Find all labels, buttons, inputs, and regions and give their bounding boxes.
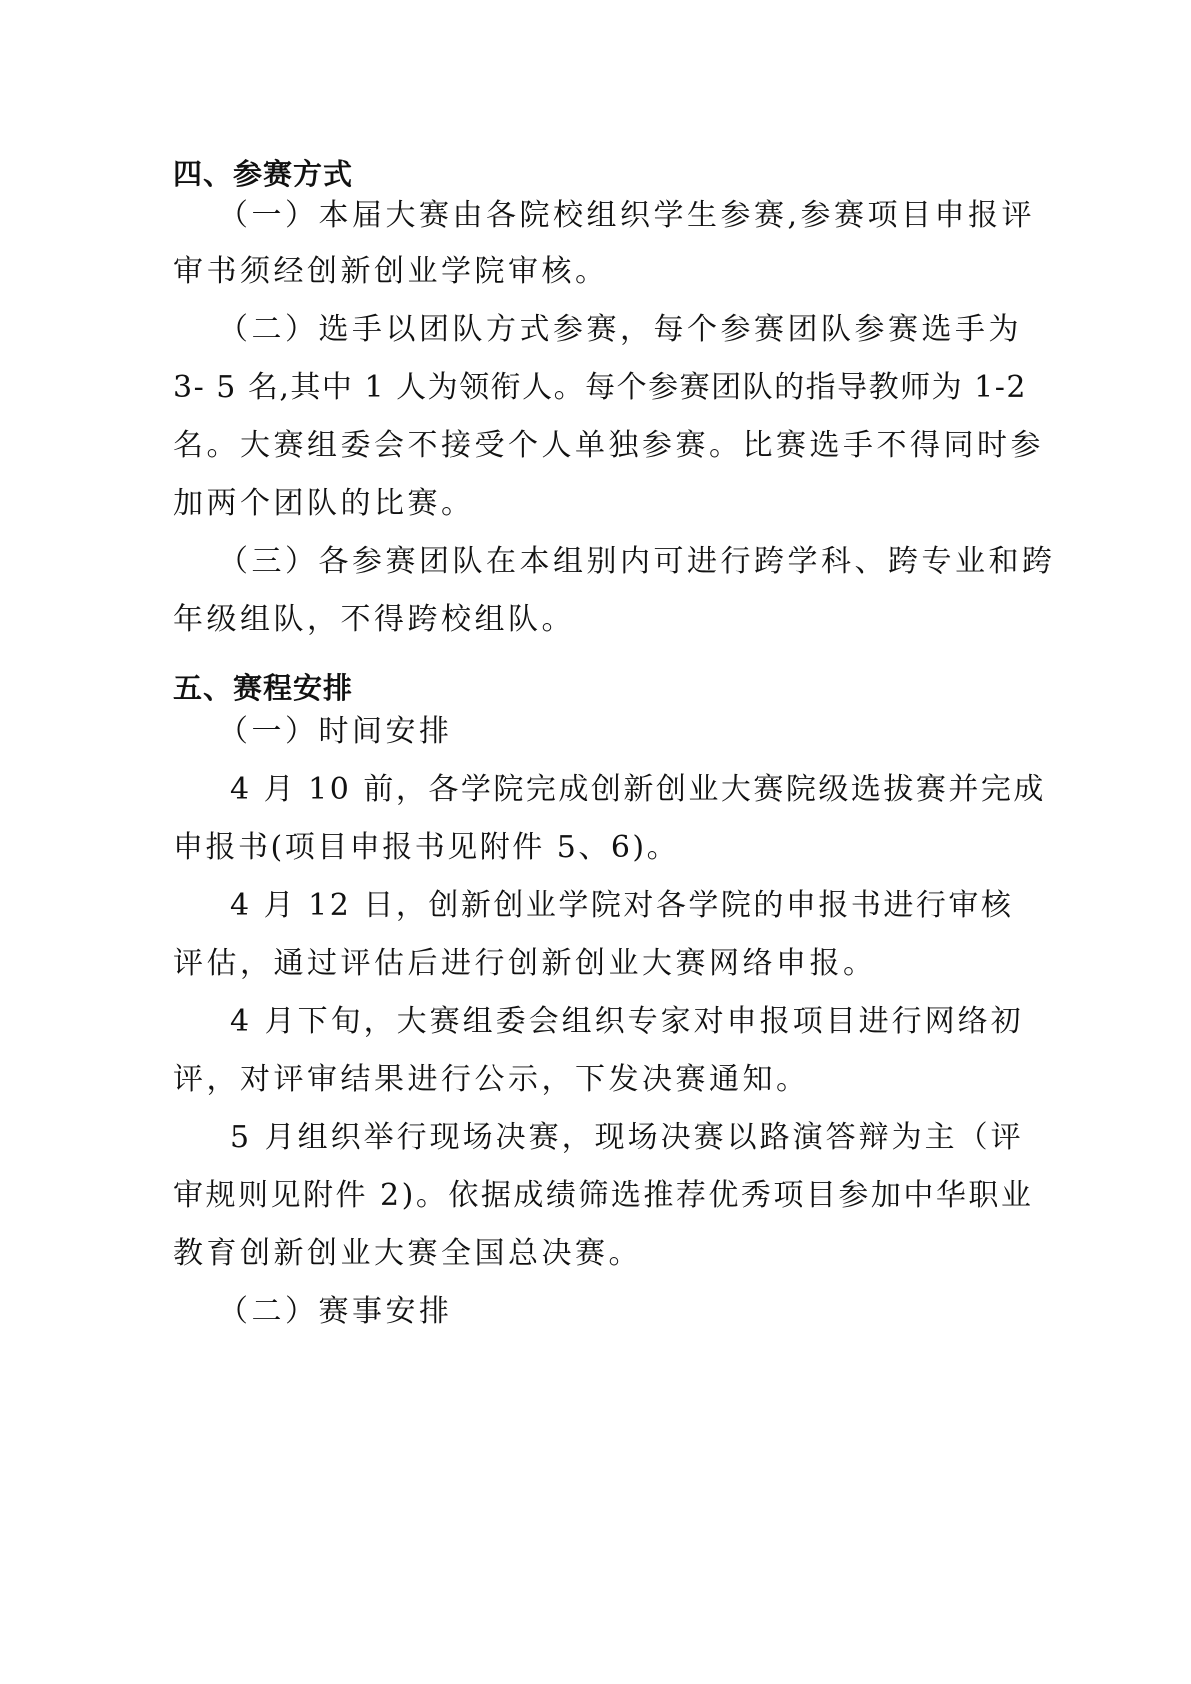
s5-subheading-1: （一）时间安排 — [218, 714, 453, 749]
section-4-heading: 四、参赛方式 — [173, 157, 354, 191]
s5-p2-line2: 评估，通过评估后进行创新创业大赛网络申报。 — [173, 946, 877, 981]
section-5-heading: 五、赛程安排 — [173, 671, 354, 705]
s4-p1-line1: （一）本届大赛由各院校组织学生参赛,参赛项目申报评 — [218, 198, 1036, 233]
s5-p3-line2: 评，对评审结果进行公示，下发决赛通知。 — [173, 1062, 810, 1097]
s5-p4-line3: 教育创新创业大赛全国总决赛。 — [173, 1236, 642, 1271]
s4-p3-line2: 年级组队，不得跨校组队。 — [173, 602, 575, 637]
s5-p4-line1: 5 月组织举行现场决赛，现场决赛以路演答辩为主（评 — [230, 1120, 1024, 1155]
s5-p2-line1: 4 月 12 日，创新创业学院对各学院的申报书进行审核 — [230, 888, 1014, 923]
s4-p3-line1: （三）各参赛团队在本组别内可进行跨学科、跨专业和跨 — [218, 544, 1056, 579]
s5-p1-line1: 4 月 10 前，各学院完成创新创业大赛院级选拔赛并完成 — [230, 772, 1046, 807]
s4-p2-line1: （二）选手以团队方式参赛，每个参赛团队参赛选手为 — [218, 312, 1022, 347]
s5-p4-line2: 审规则见附件 2)。依据成绩筛选推荐优秀项目参加中华职业 — [173, 1178, 1034, 1213]
s4-p1-line2: 审书须经创新创业学院审核。 — [173, 254, 609, 289]
s4-p2-line4: 加两个团队的比赛。 — [173, 486, 475, 521]
s4-p2-line2: 3- 5 名,其中 1 人为领衔人。每个参赛团队的指导教师为 1-2 — [173, 370, 1027, 405]
s4-p2-line3: 名。大赛组委会不接受个人单独参赛。比赛选手不得同时参 — [173, 428, 1044, 463]
s5-p3-line1: 4 月下旬，大赛组委会组织专家对申报项目进行网络初 — [230, 1004, 1024, 1039]
s5-subheading-2: （二）赛事安排 — [218, 1294, 453, 1329]
s5-p1-line2: 申报书(项目申报书见附件 5、6)。 — [173, 830, 680, 865]
